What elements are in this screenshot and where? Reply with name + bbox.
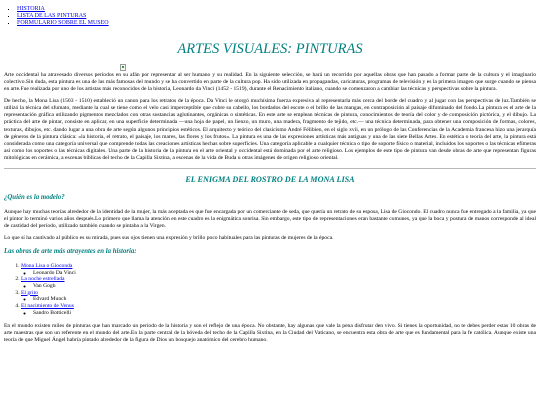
work-link-el-grito[interactable]: El grito	[21, 289, 38, 296]
work-artist: ◦ Edvard Munch	[33, 296, 536, 303]
works-list	[4, 263, 536, 317]
work-artist: ◦ Leonardo Da Vinci	[33, 270, 536, 277]
nav-item-historia	[17, 6, 536, 13]
nav-link-lista-pinturas[interactable]: LISTA DE LAS PINTURAS	[17, 13, 87, 20]
work-item	[21, 276, 536, 289]
nav-item-formulario	[17, 20, 536, 27]
work-item	[21, 290, 536, 303]
works-heading: Las obras de arte más atrayentes en la historia:	[4, 248, 137, 256]
work-item	[21, 303, 536, 316]
broken-image-icon	[120, 64, 126, 71]
work-link-mona-lisa[interactable]: Mona Lisa o Gioconda	[21, 262, 73, 269]
closing-paragraph: En el mundo existen miles de pinturas que han marcado un período de la historia y son el reflejo de una época. No obstante, hay algunas que vale la pena disfrutar den vivo. Si tienes la oportunidad, no te debes perder estas 10 obras de arte maestras que son un referente en el mundo del arte.En la parte central de la bóveda del techo de la Capilla Sixtina, en la Ciudad del Vaticano, se encuentra esta obra de arte que es fundamental para la fe católica. Aunque existe una teoría de que Miguel Ángel habría pintado alrededor de la figura de Dios un bosquejo anatómico del cerebro humano.	[4, 322, 536, 343]
page-title: ARTES VISUALES: PINTURAS	[177, 40, 363, 57]
intro-paragraph-2: De hecho, la Mona Lisa (1503 - 1510) estableció un canon para los retratos de la época. Da Vinci le otorgó muchísima fuerza expresiva al representarla más cerca del borde del cuadro y al jugar con las perspectivas de luz.También se utilizó la técnica del sfumato, mediante la cual se tiene como el velo casi imperceptible que cubre su cabello, los bordados del escote o el brillo de las mangas, en contraposición al paisaje difuminado del fondo.La pintura es el arte de la representación gráfica utilizando pigmentos mezclados con otras sustancias aglutinantes, orgánicas o sintéticas. En este arte se emplean técnicas de pintura, conocimientos de teoría del color y de composición pictórica, y el dibujo. La práctica del arte de pintar, consiste en aplicar, en una superficie determinada —una hoja de papel, un lienzo, un muro, una madera, fragmento de tejido, etc.— una técnica determinada, para obtener una composición de formas, colores, texturas, dibujos, etc. dando lugar a una obra de arte según algunos principios estéticos. El arquitecto y teórico del clasicismo André Félibien, en el siglo xvii, en un prólogo de las Conferencias de la Academia francesa hizo una jerarquía de géneros de la pintura clásica: «la historia, el retrato, el paisaje, los mares, las flores y los frutos». La pintura es una de las expresiones artísticas más antiguas y una de las siete Bellas Artes. En estética o teoría del arte, la pintura está considerada como una categoría universal que comprende todas las creaciones artísticas hechas sobre superficies. Una categoría aplicable a cualquier técnica o tipo de soporte físico o material, incluidos los soportes o las técnicas efímeras así como los soportes o las técnicas digitales. Una parte de la historia de la pintura en el arte oriental y occidental está dominada por el arte religioso. Los ejemplos de este tipo de pintura van desde obras de arte que representan figuras mitológicas en cerámica, a escenas bíblicas del techo de la Capilla Sixtina, a escenas de la vida de Buda u otras imágenes de origen religioso oriental.	[4, 97, 536, 162]
intro-paragraph-1: Arte occidental ha atravesado diversos períodos en su afán por representar al ser humano y su realidad. En la siguiente selección, se hará un recorrido por aquellas obras que han pasado a formar parte de la cultura y el imaginario colectivo.Sin duda, esta pintura es una de las más famosas del mundo y se ha convertido en parte de la cultura pop. Ha sido utilizada en propagandas, caricaturas, programas de televisión y es la primera imagen que surge cuando se piensa en arte.Fue realizada por uno de los artistas más reconocidos de la historia, Leonardo da Vinci (1452 - 1519), durante el Renacimiento italiano, cuando se comenzaron a cambiar las técnicas y perspectivas sobre la pintura.	[4, 71, 536, 92]
banner-area	[4, 58, 536, 72]
section-heading: EL ENIGMA DEL ROSTRO DE LA MONA LISA	[185, 175, 355, 185]
model-paragraph-1: Aunque hay muchas teorías alrededor de la identidad de la mujer, la más aceptada es que fue encargada por un comerciante de seda, que quería un retrato de su esposa, Lisa de Giocondo. El cuadro nunca fue entregado a la familia, ya que el pintor lo terminó varios años después.Lo primero que llama la atención en este cuadro es la enigmática sonrisa. Sin embargo, este tipo de representaciones eran bastante comunes, ya que la boca y postura de manos corresponde al ideal de castidad del período, utilizado también cuando se pintaba a la Virgen.	[4, 208, 536, 229]
model-paragraph-2: Lo que sí ha cautivado al público es su mirada, pues sus ojos tienen una expresión y brillo poco habituales para las pinturas de mujeres de la época.	[4, 235, 334, 242]
question-heading: ¿Quién es la modelo?	[4, 193, 65, 201]
divider	[4, 168, 536, 169]
work-artist: ◦ Sandro Botticelli	[33, 310, 536, 317]
top-navigation	[4, 6, 536, 28]
nav-link-formulario-museo[interactable]: FORMULARIO SOBRE EL MUSEO	[17, 20, 109, 27]
nav-item-lista	[17, 13, 536, 20]
work-item	[21, 263, 536, 276]
work-link-noche-estrellada[interactable]: La noche estrellada	[21, 276, 65, 283]
work-link-nacimiento-venus[interactable]: El nacimiento de Venus	[21, 303, 74, 310]
work-artist: ◦ Van Gogh	[33, 283, 536, 290]
nav-link-historia[interactable]: HISTORIA	[17, 6, 45, 12]
